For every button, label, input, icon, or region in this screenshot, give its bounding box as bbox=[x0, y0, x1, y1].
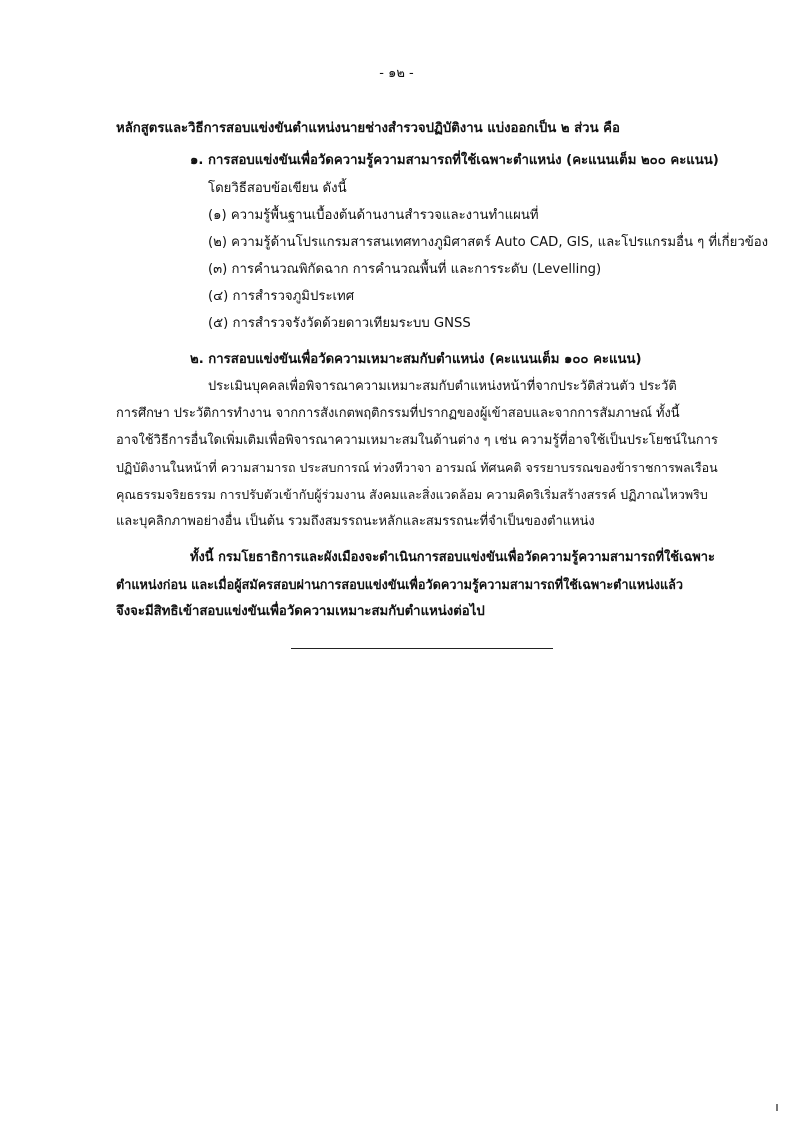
section2-paragraph-line: และบุคลิกภาพอย่างอื่น เป็นต้น รวมถึงสมรรถนะหลักและสมรรถนะที่จำเป็นของตำแหน่ง bbox=[116, 514, 595, 529]
page-number: - ๑๒ - bbox=[379, 66, 414, 81]
section1-item: (๕) การสำรวจรังวัดด้วยดาวเทียมระบบ GNSS bbox=[208, 316, 471, 331]
heading: หลักสูตรและวิธีการสอบแข่งขันตำแหน่งนายช่างสำรวจปฏิบัติงาน แบ่งออกเป็น ๒ ส่วน คือ bbox=[116, 121, 620, 136]
section1-item: (๒) ความรู้ด้านโปรแกรมสารสนเทศทางภูมิศาสตร์ Auto CAD, GIS, และโปรแกรมอื่น ๆ ที่เกี่ยวข้อง bbox=[208, 235, 769, 250]
closing-paragraph-line: ตำแหน่งก่อน และเมื่อผู้สมัครสอบผ่านการสอบแข่งขันเพื่อวัดความรู้ความสามารถที่ใช้เฉพาะตำแหน่งแล้ว bbox=[116, 577, 684, 592]
section2-paragraph-line: การศึกษา ประวัติการทำงาน จากการสังเกตพฤติกรรมที่ปรากฏของผู้เข้าสอบและจากการสัมภาษณ์ ทั้งนี้ bbox=[116, 406, 680, 421]
section2-paragraph-line: คุณธรรมจริยธรรม การปรับตัวเข้ากับผู้ร่วมงาน สังคมและสิ่งแวดล้อม ความคิดริเริ่มสร้างสรรค์ ปฏิภาณไหวพริบ bbox=[116, 487, 708, 502]
section2-title: ๒. การสอบแข่งขันเพื่อวัดความเหมาะสมกับตำแหน่ง (คะแนนเต็ม ๑๐๐ คะแนน) bbox=[190, 352, 642, 367]
section1-title: ๑. การสอบแข่งขันเพื่อวัดความรู้ความสามารถที่ใช้เฉพาะตำแหน่ง (คะแนนเต็ม ๒๐๐ คะแนน) bbox=[190, 153, 719, 168]
closing-paragraph-line: ทั้งนี้ กรมโยธาธิการและผังเมืองจะดำเนินการสอบแข่งขันเพื่อวัดความรู้ความสามารถที่ใช้เฉพาะ bbox=[190, 550, 715, 565]
section1-item: (๔) การสำรวจภูมิประเทศ bbox=[208, 289, 355, 304]
closing-paragraph-line: จึงจะมีสิทธิเข้าสอบแข่งขันเพื่อวัดความเหมาะสมกับตำแหน่งต่อไป bbox=[116, 604, 485, 619]
scan-speck bbox=[776, 1104, 778, 1111]
section2-paragraph-line: อาจใช้วิธีการอื่นใดเพิ่มเติมเพื่อพิจารณาความเหมาะสมในด้านต่าง ๆ เช่น ความรู้ที่อาจใช้เป็นประโยชน์ในการ bbox=[116, 433, 718, 448]
end-divider bbox=[291, 648, 553, 649]
section1-item: (๓) การคำนวณพิกัดฉาก การคำนวณพื้นที่ และการระดับ (Levelling) bbox=[208, 262, 602, 277]
section1-method: โดยวิธีสอบข้อเขียน ดังนี้ bbox=[208, 181, 347, 196]
section2-paragraph-line: ปฏิบัติงานในหน้าที่ ความสามารถ ประสบการณ์ ท่วงทีวาจา อารมณ์ ทัศนคติ จรรยาบรรณของข้าราชการพลเรือน bbox=[116, 460, 718, 475]
section2-paragraph-line: ประเมินบุคคลเพื่อพิจารณาความเหมาะสมกับตำแหน่งหน้าที่จากประวัติส่วนตัว ประวัติ bbox=[208, 379, 677, 394]
section1-item: (๑) ความรู้พื้นฐานเบื้องต้นด้านงานสำรวจและงานทำแผนที่ bbox=[208, 208, 539, 223]
